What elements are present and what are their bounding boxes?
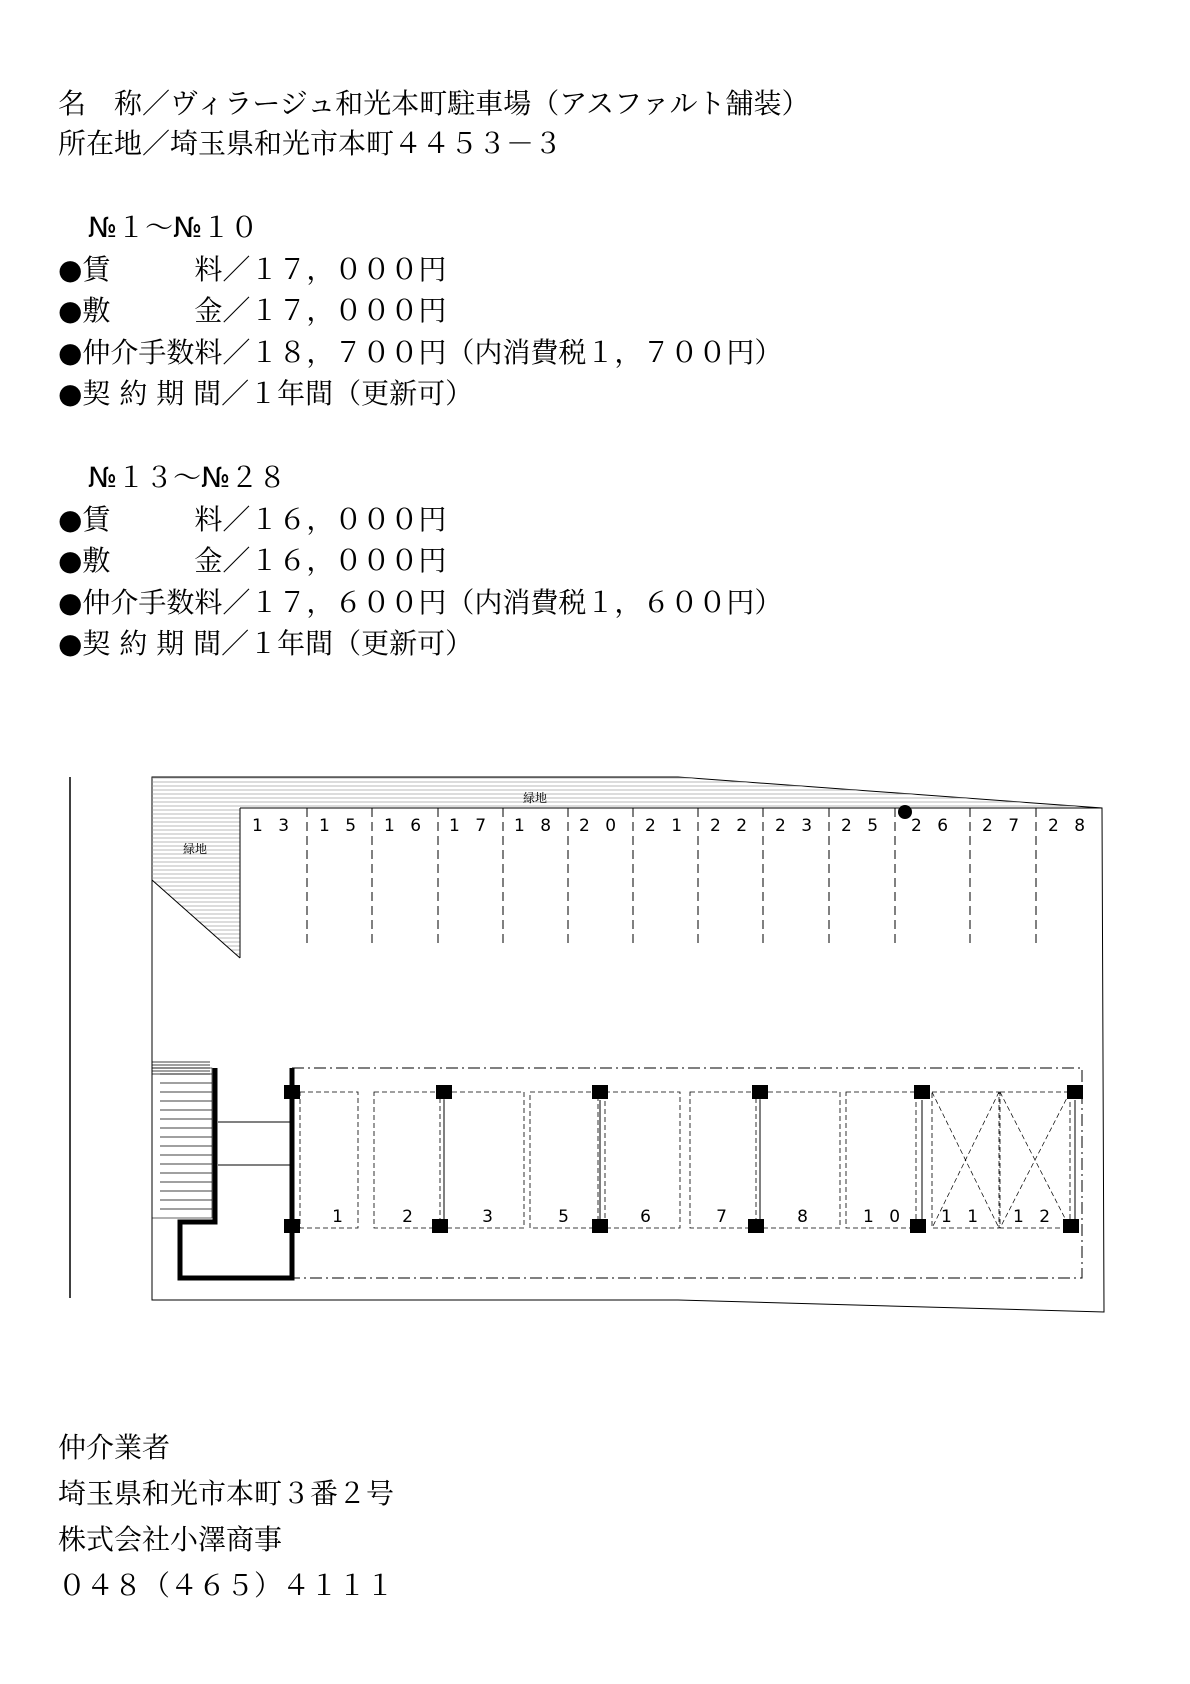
- green-label-top: 緑地: [522, 791, 548, 805]
- group-a-fee: ●仲介手数料／１８，７００円（内消費税１，７００円）: [58, 336, 783, 369]
- broker-title: 仲介業者: [58, 1431, 171, 1464]
- top-slot-number: 2 3: [774, 816, 818, 836]
- bottom-slot-number: 1: [332, 1207, 348, 1227]
- group-b-fee: ●仲介手数料／１７，６００円（内消費税１，６００円）: [58, 586, 783, 619]
- post: [1067, 1085, 1083, 1099]
- broker-company: 株式会社小澤商事: [58, 1523, 283, 1556]
- post: [284, 1219, 300, 1233]
- post: [436, 1085, 452, 1099]
- top-slot-number: 2 7: [981, 816, 1025, 836]
- bottom-slot: [300, 1092, 358, 1228]
- bottom-slot-number: 1 0: [862, 1207, 906, 1227]
- top-slot-number: 2 5: [840, 816, 884, 836]
- post: [432, 1219, 448, 1233]
- group-b-term: ●契 約 期 間／１年間（更新可）: [58, 627, 474, 660]
- parking-layout-diagram: [0, 760, 1190, 1320]
- bottom-slot-number: 5: [558, 1207, 574, 1227]
- post: [914, 1085, 930, 1099]
- bottom-slot-number: 6: [640, 1207, 656, 1227]
- post: [910, 1219, 926, 1233]
- top-slot-number: 2 8: [1047, 816, 1091, 836]
- top-slot-number: 2 1: [644, 816, 688, 836]
- bottom-slot-number: 8: [797, 1207, 813, 1227]
- post: [748, 1219, 764, 1233]
- group-a-term: ●契 約 期 間／１年間（更新可）: [58, 377, 474, 410]
- carport-outline: [292, 1068, 1082, 1278]
- bottom-slot-number: 1 1: [940, 1207, 984, 1227]
- post-marker: [898, 805, 912, 819]
- group-a-heading: №１～№１０: [88, 211, 259, 244]
- group-a-rent: ●賃 料／１７，０００円: [58, 253, 447, 286]
- green-strip-top: [152, 777, 1102, 958]
- property-address: 所在地／埼玉県和光市本町４４５３－３: [58, 127, 563, 160]
- bottom-slot-number: 2: [402, 1207, 418, 1227]
- group-b-rent: ●賃 料／１６，０００円: [58, 503, 447, 536]
- bottom-slot-number: 7: [716, 1207, 732, 1227]
- top-slot-number: 1 7: [448, 816, 492, 836]
- top-slot-number: 1 3: [251, 816, 295, 836]
- top-slot-number: 1 8: [513, 816, 557, 836]
- top-slot-number: 1 6: [383, 816, 427, 836]
- broker-phone: ０４８（４６５）４１１１: [58, 1569, 395, 1602]
- top-slot-number: 2 6: [910, 816, 954, 836]
- top-slot-number: 2 0: [578, 816, 622, 836]
- post: [752, 1085, 768, 1099]
- post: [592, 1085, 608, 1099]
- bottom-slot-number: 3: [482, 1207, 498, 1227]
- post: [592, 1219, 608, 1233]
- post: [284, 1085, 300, 1099]
- broker-address: 埼玉県和光市本町３番２号: [58, 1477, 395, 1510]
- bottom-slot-number: 1 2: [1012, 1207, 1056, 1227]
- post: [1063, 1219, 1079, 1233]
- top-slot-number: 1 5: [318, 816, 362, 836]
- green-label-left: 緑地: [182, 842, 208, 856]
- group-a-deposit: ●敷 金／１７，０００円: [58, 294, 447, 327]
- property-name: 名 称／ヴィラージュ和光本町駐車場（アスファルト舗装）: [58, 87, 810, 120]
- group-b-heading: №１３～№２８: [88, 461, 287, 494]
- top-slot-number: 2 2: [709, 816, 753, 836]
- group-b-deposit: ●敷 金／１６，０００円: [58, 544, 447, 577]
